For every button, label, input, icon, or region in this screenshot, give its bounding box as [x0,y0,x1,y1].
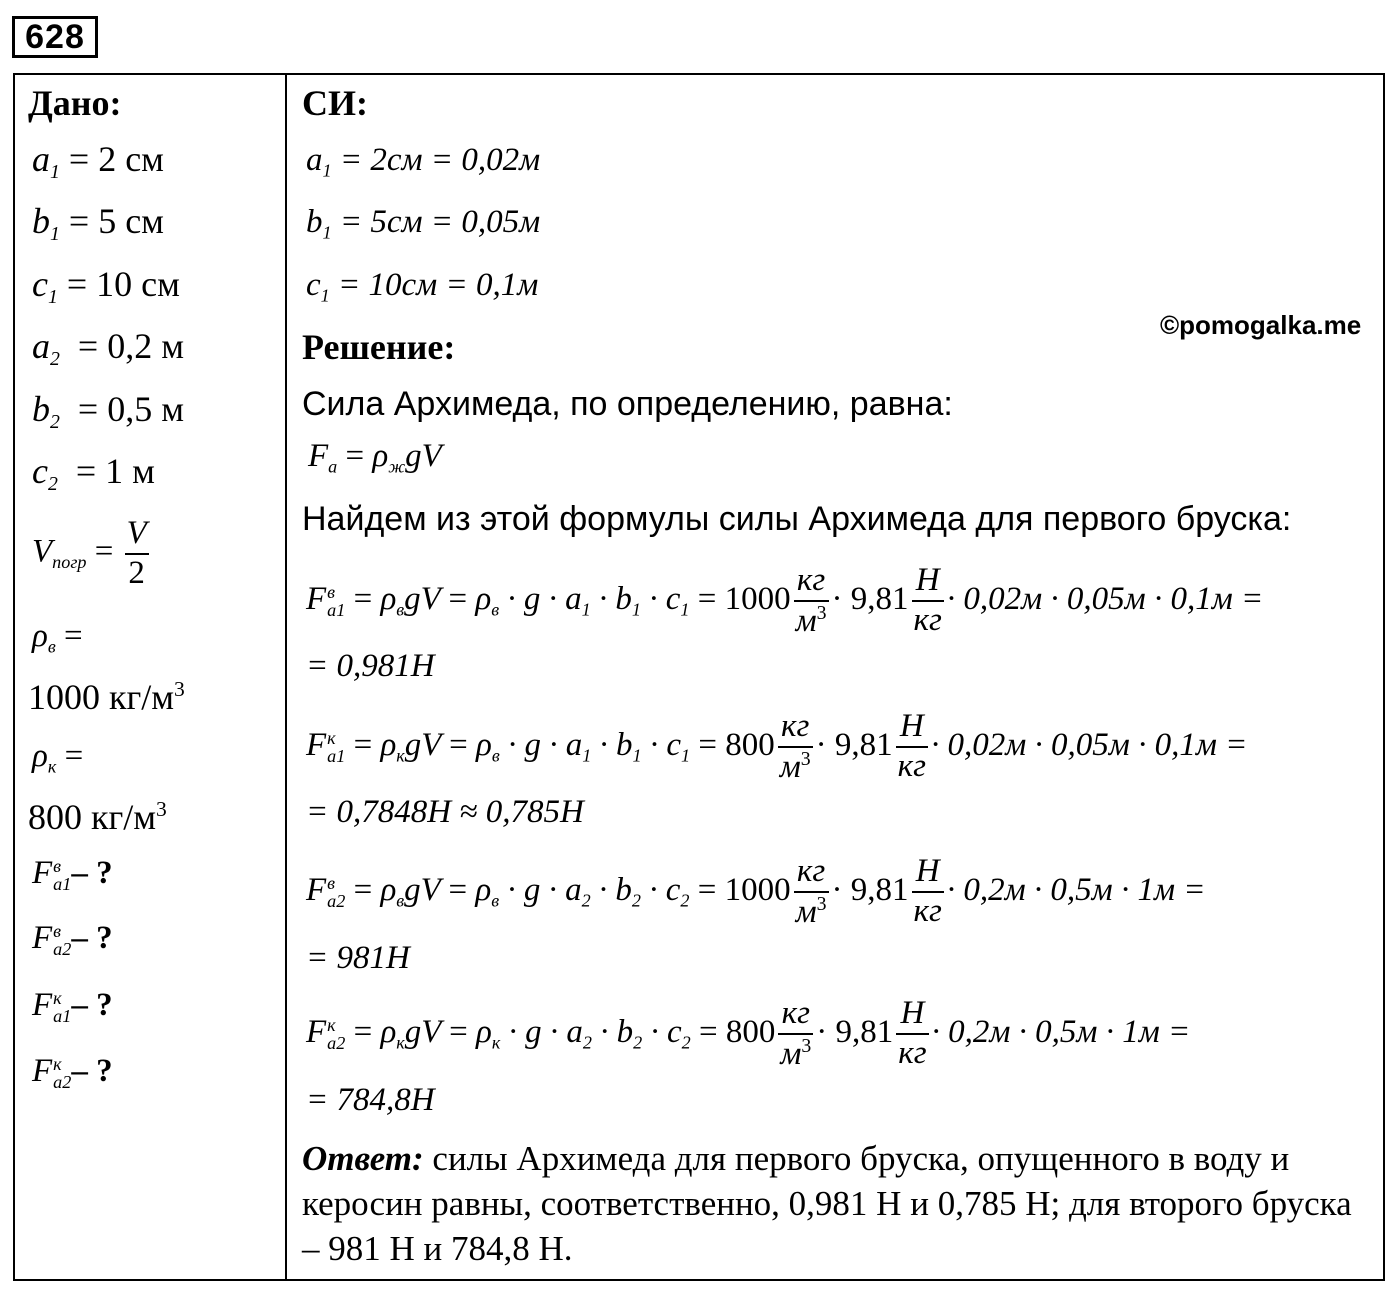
equation-fa1-water: F в a1 = $\rho_вgV = \rho_в \cdot g \cdot a_1 \cdot b_1 \cdot c_1 = 1000$ $\frac{кг}{м^3}$ · 9,81 $\frac{Н}{кг}$ · 0,02м · 0,05м · 0,1м = [306,562,1264,639]
given-a2: $a_2 = 0,2$ м [32,326,184,370]
result-fa1-kerosene: = 0,7848Н ≈ 0,785Н [306,794,584,830]
result-fa2-water: = 981Н [306,940,410,976]
given-b2: $b_2 = 0,5$ м [32,389,184,433]
watermark: ©pomogalka.me [1160,310,1362,340]
given-rho-kerosene-value: 800 $кг/м^3$ [28,797,167,837]
given-rho-water-value: 1000 $кг/м^3$ [28,677,185,717]
given-v-submerged: $V_{погр}$ = $\frac{V}{2}$ [32,515,147,591]
solution-header: Решение: [302,327,456,367]
given-rho-water-symbol: $\rho_в$ = [32,618,83,657]
si-c1: $c_1 = 10см = 0,1м$ [306,267,539,306]
answer-label: Ответ: [302,1139,424,1178]
given-rho-kerosene-symbol: $\rho_к$ = [32,738,84,777]
find-fa1-kerosene: F к a1 – ? [32,987,113,1027]
find-fa1-water: F в a1 – ? [32,855,113,895]
si-header: СИ: [302,83,368,123]
result-fa1-water: = 0,981Н [306,648,435,684]
archimedes-formula: $F_a = \rho_жgV$ [308,438,442,477]
si-a1: $a_1 = 2см = 0,02м$ [306,142,541,181]
answer [302,1136,1362,1271]
given-c1: $c_1 = 10$ см [32,264,180,308]
equation-fa1-kerosene: F к a1 = $\rho_кgV = \rho_в \cdot g \cdot a_1 \cdot b_1 \cdot c_1 = 800$ $\frac{кг}{м^3}$ · 9,81 $\frac{Н}{кг}$ · 0,02м · 0,05м · 0,1м = [306,708,1248,785]
given-b1: $b_1 = 5$ см [32,201,164,245]
solution-find-line: Найдем из этой формулы силы Архимеда для первого бруска: [302,500,1292,538]
given-c2: $c_2 = 1$ м [32,451,155,495]
result-fa2-kerosene: = 784,8Н [306,1082,435,1118]
given-header: Дано: [28,83,122,123]
column-divider [285,73,287,1281]
find-fa2-water: F в a2 – ? [32,920,113,960]
solution-table [13,73,1385,1281]
equation-fa2-water: F в a2 = $\rho_вgV = \rho_в \cdot g \cdot a_2 \cdot b_2 \cdot c_2 = 1000$ $\frac{кг}{м^3}$ · 9,81 $\frac{Н}{кг}$ · 0,2м · 0,5м · 1м = [306,853,1206,930]
solution-intro: Сила Архимеда, по определению, равна: [302,385,953,423]
answer-text: силы Архимеда для первого бруска, опущенного в воду и керосин равны, соответственно, 0,981 Н и 0,785 Н; для второго бруска – 981 Н и 784,8 Н. [302,1139,1352,1268]
find-fa2-kerosene: F к a2 – ? [32,1053,113,1093]
equation-fa2-kerosene: F к a2 = $\rho_кgV = \rho_к \cdot g \cdot a_2 \cdot b_2 \cdot c_2 = 800$ $\frac{кг}{м^3}$ · 9,81 $\frac{Н}{кг}$ · 0,2м · 0,5м · 1м = [306,995,1191,1072]
problem-number: 628 [12,16,98,58]
given-a1: $a_1 = 2$ см [32,139,164,183]
si-b1: $b_1 = 5см = 0,05м$ [306,204,541,243]
